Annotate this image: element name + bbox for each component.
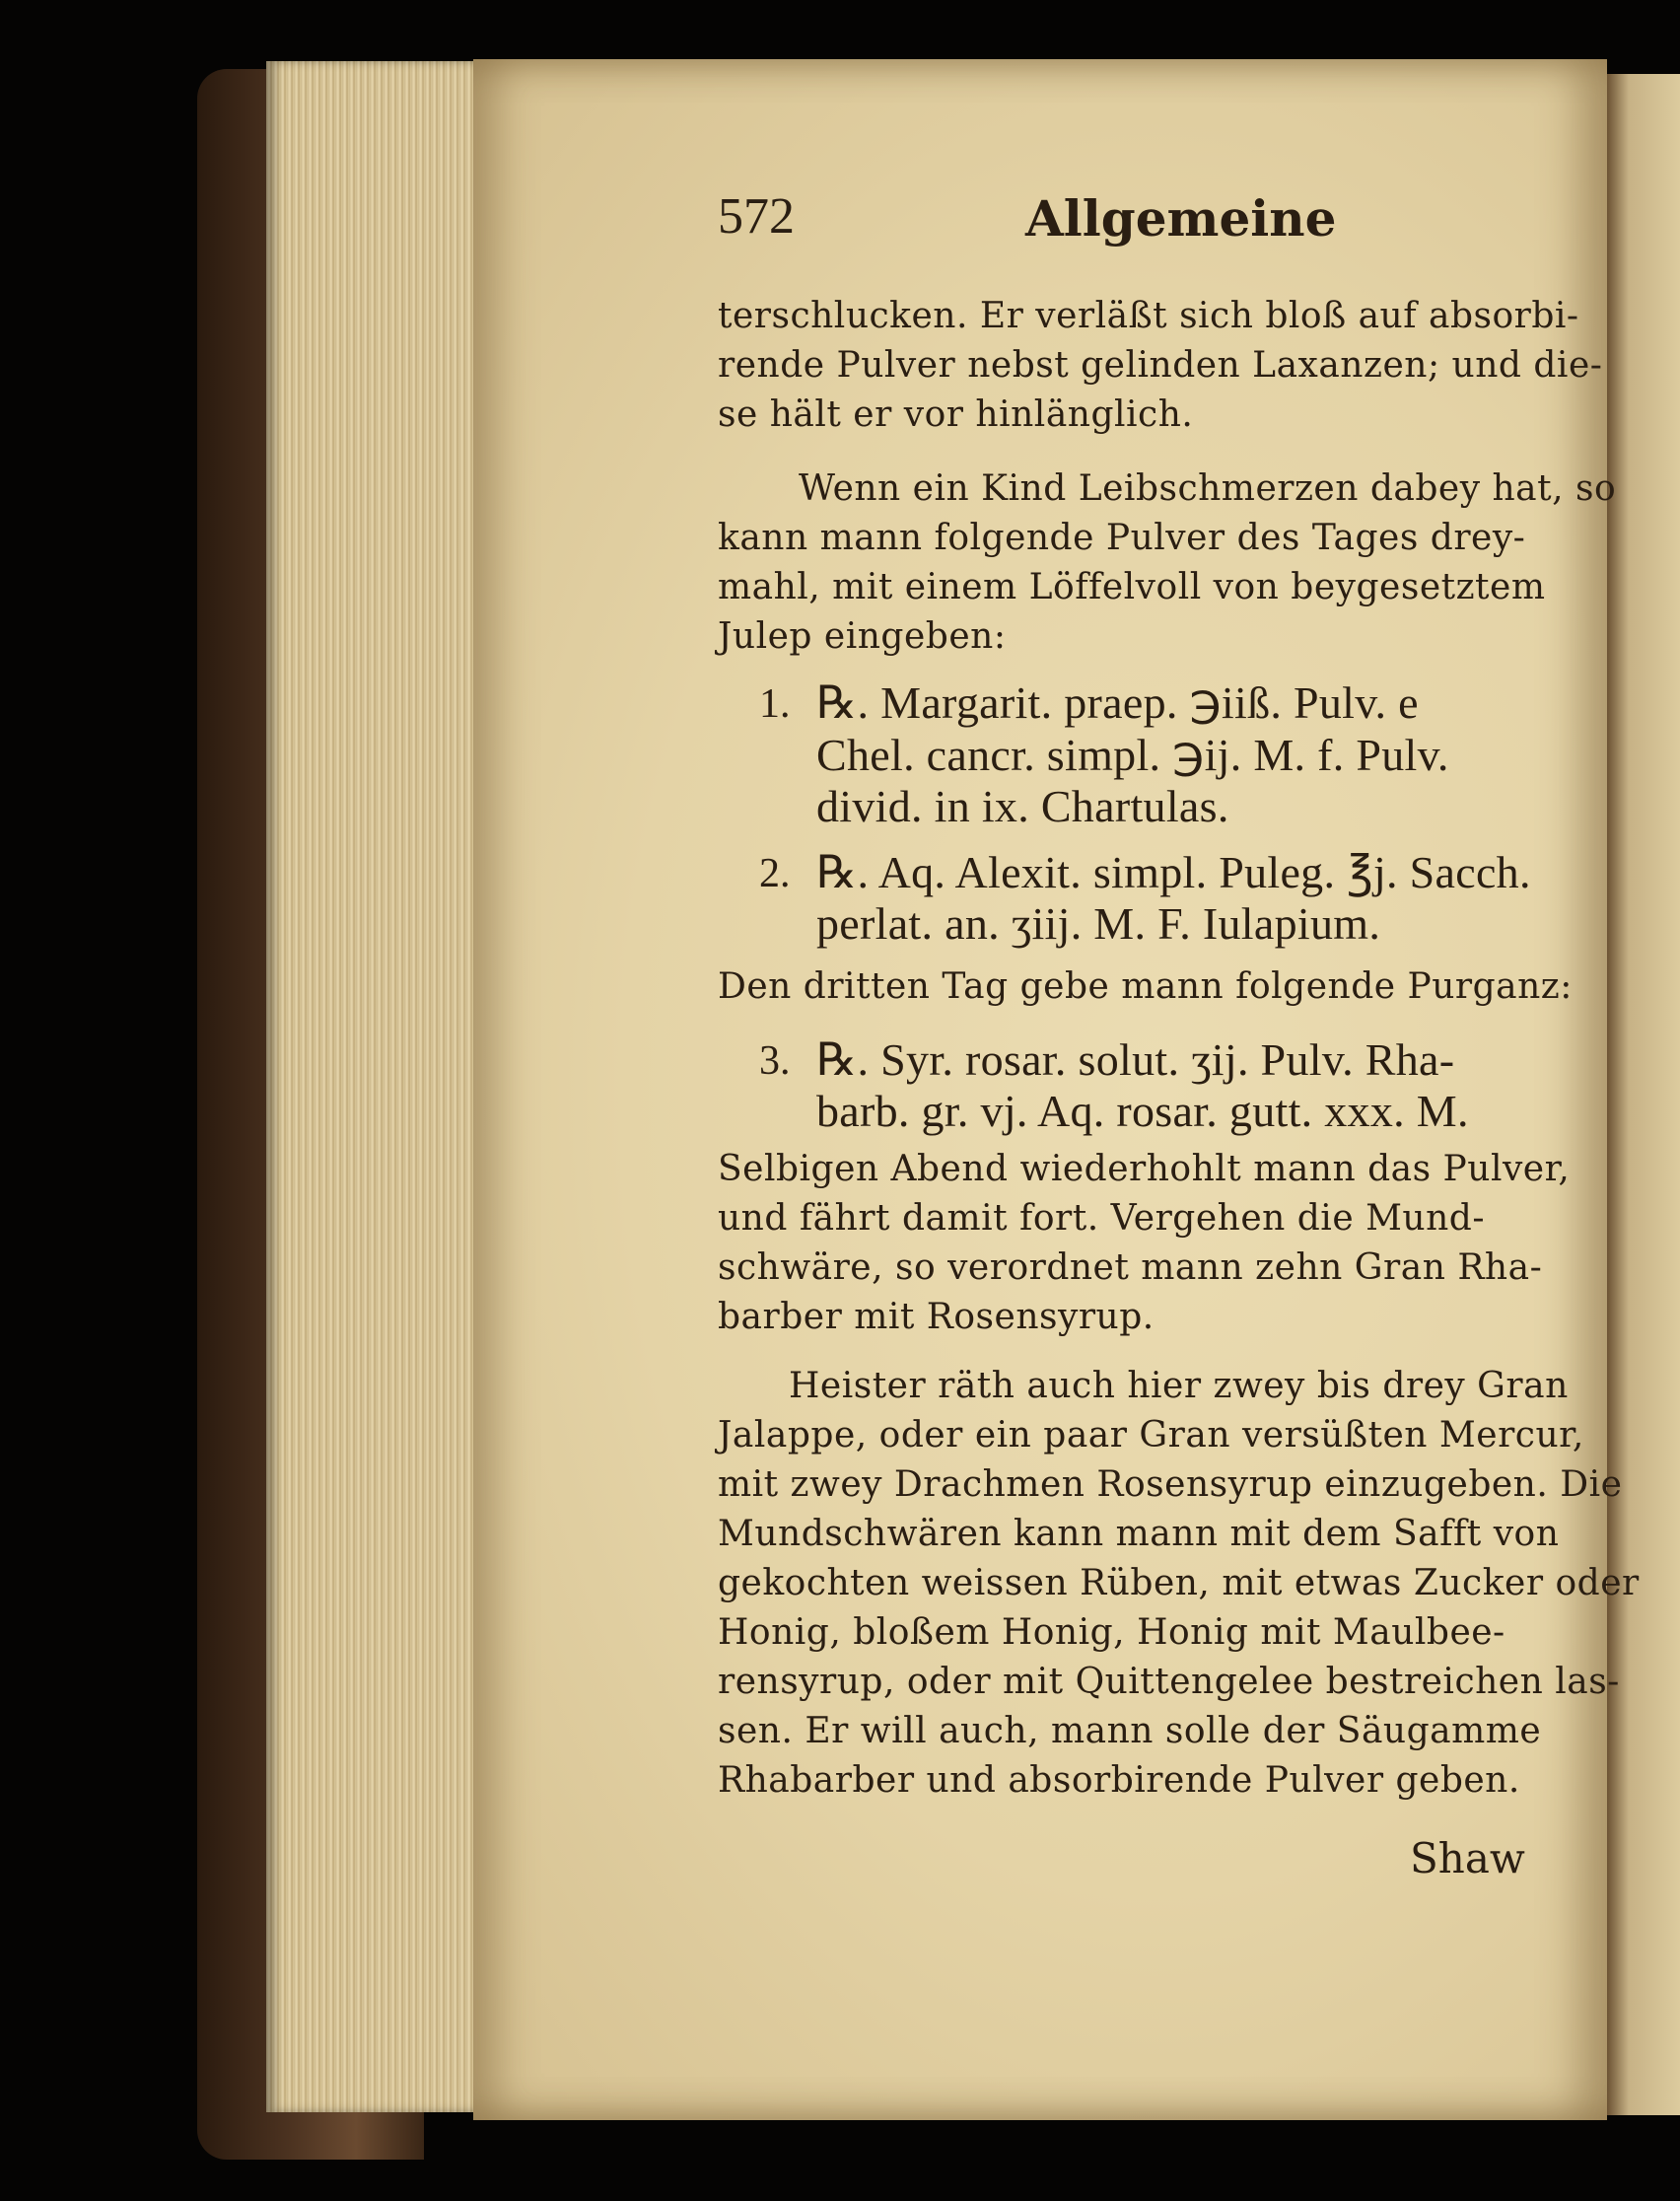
page-edges bbox=[266, 61, 493, 2112]
recipe-line: ℞. Syr. rosar. solut. ʒij. Pulv. Rha- bbox=[816, 1034, 1455, 1085]
text-line: gekochten weissen Rüben, mit etwas Zucker oder bbox=[718, 1563, 1640, 1603]
recipe-line: barb. gr. vj. Aq. rosar. gutt. xxx. M. bbox=[816, 1086, 1469, 1136]
text-line: Mundschwären kann mann mit dem Safft von bbox=[718, 1514, 1560, 1554]
text-line: Julep eingeben: bbox=[718, 616, 1007, 657]
text-line: rensyrup, oder mit Quittengelee bestreichen las- bbox=[718, 1662, 1620, 1702]
text-line: terschlucken. Er verläßt sich bloß auf absorbi- bbox=[718, 296, 1579, 336]
text-line: Jalappe, oder ein paar Gran versüßten Mercur, bbox=[718, 1415, 1584, 1456]
text-line: kann mann folgende Pulver des Tages drey- bbox=[718, 518, 1526, 558]
recipe-line: divid. in ix. Chartulas. bbox=[816, 781, 1229, 831]
text-line: rende Pulver nebst gelinden Laxanzen; und die- bbox=[718, 345, 1603, 386]
facing-page-edge bbox=[1607, 74, 1680, 2115]
recipe-number: 1. bbox=[759, 681, 791, 727]
page-number: 572 bbox=[718, 188, 795, 245]
text-line: Wenn ein Kind Leibschmerzen dabey hat, so bbox=[799, 468, 1617, 509]
text-line: mit zwey Drachmen Rosensyrup einzugeben. Die bbox=[718, 1464, 1623, 1505]
recipe-line: ℞. Aq. Alexit. simpl. Puleg. ℥j. Sacch. bbox=[816, 847, 1531, 897]
recipe-line: ℞. Margarit. praep. ℈iiß. Pulv. e bbox=[816, 677, 1419, 728]
recipe-number: 2. bbox=[759, 851, 791, 896]
recipe-line: perlat. an. ʒiij. M. F. Iulapium. bbox=[816, 898, 1381, 949]
text-line: Selbigen Abend wiederhohlt mann das Pulver, bbox=[718, 1149, 1571, 1189]
text-line: sen. Er will auch, mann solle der Säugamme bbox=[718, 1711, 1542, 1751]
catchword: Shaw bbox=[1410, 1834, 1525, 1882]
recipe-line: Chel. cancr. simpl. ℈ij. M. f. Pulv. bbox=[816, 730, 1449, 780]
text-line: schwäre, so verordnet mann zehn Gran Rha- bbox=[718, 1247, 1543, 1288]
text-line: mahl, mit einem Löffelvoll von beygesetztem bbox=[718, 567, 1546, 607]
running-title: Allgemeine bbox=[1025, 189, 1337, 248]
text-line: Honig, bloßem Honig, Honig mit Maulbee- bbox=[718, 1612, 1505, 1653]
text-line: Heister räth auch hier zwey bis drey Gran bbox=[789, 1366, 1569, 1406]
text-line: Den dritten Tag gebe mann folgende Purganz: bbox=[718, 966, 1573, 1007]
text-line: barber mit Rosensyrup. bbox=[718, 1297, 1155, 1337]
text-line: Rhabarber und absorbirende Pulver geben. bbox=[718, 1760, 1520, 1801]
text-line: und fährt damit fort. Vergehen die Mund- bbox=[718, 1198, 1486, 1239]
text-line: se hält er vor hinlänglich. bbox=[718, 394, 1194, 435]
recipe-number: 3. bbox=[759, 1038, 791, 1084]
